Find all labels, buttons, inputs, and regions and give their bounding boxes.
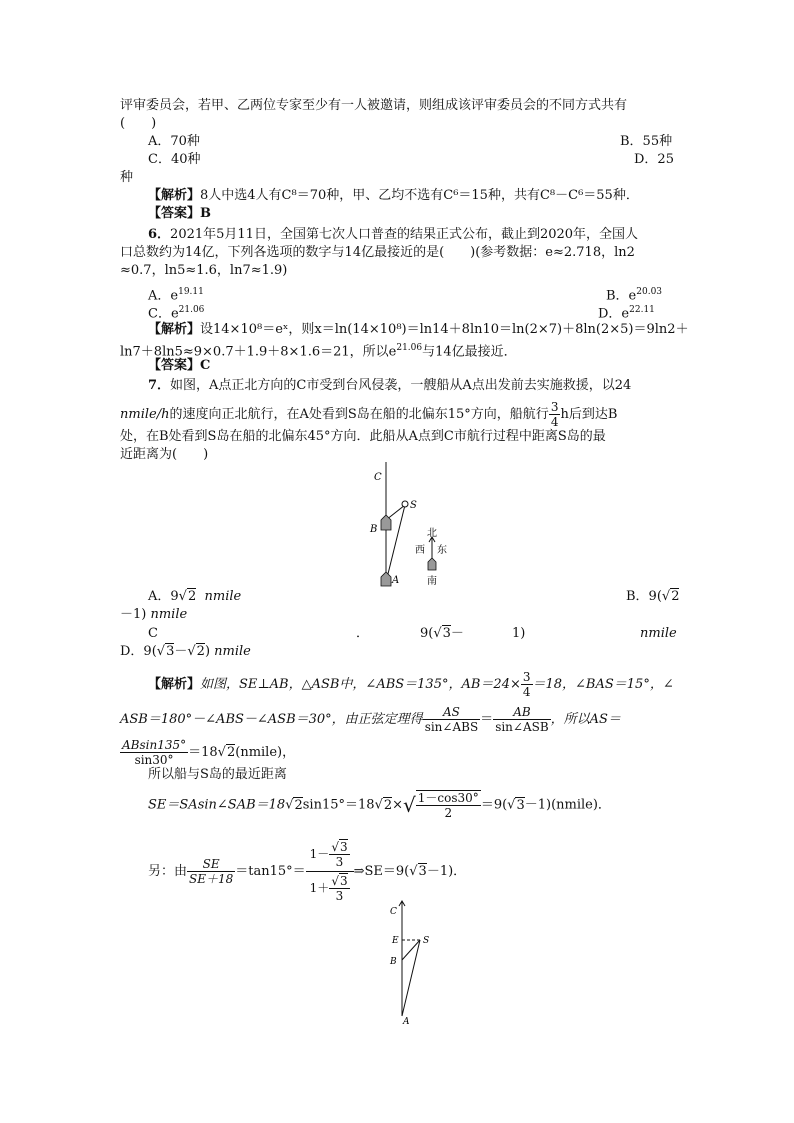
opt-c-unit: nmile bbox=[640, 626, 677, 641]
q7-text2c: h后到达B bbox=[560, 407, 618, 422]
opt-a-unit: nmile bbox=[204, 589, 242, 604]
frac-num: √3 bbox=[331, 840, 348, 854]
sqrt-sign: √ bbox=[374, 797, 383, 813]
frac-absin135 bbox=[120, 738, 188, 767]
analysis-text: 另：由 bbox=[148, 864, 188, 879]
sqrt-sign: √ bbox=[507, 797, 516, 813]
analysis-text: SE＝SAsin∠SAB＝18 bbox=[148, 797, 286, 813]
times: × bbox=[392, 797, 404, 813]
q7-option-b bbox=[626, 588, 679, 606]
line-as bbox=[402, 940, 420, 1016]
den-prefix: 1＋ bbox=[309, 881, 330, 895]
q7-analysis2 bbox=[120, 705, 621, 734]
q6-option-a-exp: 19.11 bbox=[178, 287, 204, 297]
answer-value: C bbox=[200, 358, 211, 373]
compass-south: 南 bbox=[427, 576, 437, 587]
frac-den: 2 bbox=[444, 806, 453, 820]
opt-b-pre: B．9( bbox=[626, 589, 662, 604]
label-s: S bbox=[423, 936, 430, 946]
sqrt-radicand: 2 bbox=[294, 797, 303, 813]
frac-den: sin∠ASB bbox=[495, 720, 549, 734]
frac-den: SE＋18 bbox=[189, 872, 234, 886]
frac-num: ABsin135° bbox=[122, 738, 187, 752]
analysis-label: 【解析】 bbox=[148, 188, 201, 203]
frac-num: 3 bbox=[522, 670, 531, 684]
analysis-text: 8人中选4人有C⁸＝70种，甲、乙均不选有C⁶＝15种，共有C⁸－C⁶＝55种． bbox=[200, 188, 639, 203]
frac-den: 4 bbox=[550, 415, 559, 429]
q6-text1: 2021年5月11日，全国第七次人口普查的结果正式公布，截止到2020年，全国人 bbox=[170, 227, 639, 242]
analysis-text: 如图，SE⊥AB，△ASB中，∠ABS＝135°，AB＝24× bbox=[200, 677, 521, 692]
q6-option-c bbox=[148, 301, 204, 323]
label-a: A bbox=[403, 1017, 410, 1025]
q7-line2 bbox=[120, 400, 617, 429]
analysis-text2: sin15°＝18 bbox=[302, 797, 375, 813]
frac-ab-sinasb bbox=[493, 705, 550, 734]
sqrt-sign: √ bbox=[178, 589, 187, 604]
analysis-exp: 21.06 bbox=[396, 343, 423, 353]
frac-num: AB bbox=[493, 705, 550, 720]
q6-line2: 口总数约为14亿，下列各选项的数字与14亿最接近的是( )(参考数据：e≈2.718，ln2 bbox=[120, 245, 635, 260]
q5-line1: 评审委员会，若甲、乙两位专家至少有一人被邀请，则组成该评审委员会的不同方式共有 bbox=[120, 98, 628, 113]
opt-d-mid: － bbox=[174, 644, 188, 659]
frac-den bbox=[306, 872, 354, 905]
frac-num bbox=[306, 838, 354, 872]
q7-option-b-cont bbox=[120, 606, 187, 624]
compass-ship bbox=[428, 558, 436, 570]
q6-number: 6． bbox=[148, 227, 171, 242]
q7-fraction bbox=[549, 400, 561, 429]
q6-option-a-base: A．e bbox=[148, 288, 179, 304]
sqrt-radicand: 2 bbox=[187, 589, 197, 604]
big-sqrt-sign: √ bbox=[403, 793, 416, 817]
frac-num: 3 bbox=[550, 400, 559, 414]
analysis-text4: －1)． bbox=[426, 864, 467, 879]
label-a: A bbox=[392, 575, 400, 586]
sqrt-radicand: 3 bbox=[516, 797, 525, 813]
analysis-text3: ⇒SE＝9( bbox=[353, 864, 410, 879]
q7-text1: 如图，A点正北方向的C市受到台风侵袭，一艘船从A点出发前去实施救援，以24 bbox=[170, 378, 632, 393]
s-island bbox=[402, 501, 408, 507]
q7-line4: 近距离为( ) bbox=[120, 447, 209, 462]
frac-den: 3 bbox=[335, 855, 344, 869]
sqrt-sign: √ bbox=[409, 864, 418, 879]
frac-den: sin30° bbox=[134, 753, 174, 767]
line-as bbox=[386, 505, 405, 582]
frac-sqrt3-3-num bbox=[329, 840, 349, 869]
figure-2 bbox=[386, 900, 446, 1025]
q7-line1 bbox=[148, 377, 631, 395]
q5-analysis bbox=[148, 187, 639, 205]
num-prefix: 1－ bbox=[309, 847, 330, 861]
frac-num: √3 bbox=[331, 874, 348, 888]
q6-analysis1 bbox=[148, 321, 689, 339]
q5-option-b: B．55种 bbox=[620, 134, 673, 149]
label-c: C bbox=[374, 472, 382, 483]
q5-option-c: C．40种 bbox=[148, 152, 201, 167]
equals: ＝ bbox=[480, 712, 494, 727]
q7-option-c-value bbox=[420, 625, 464, 643]
sqrt-radicand: 3 bbox=[166, 644, 175, 659]
q6-option-b-base: B．e bbox=[606, 288, 637, 304]
q6-line3: ≈0.7，ln5≈1.6，ln7≈1.9) bbox=[120, 263, 288, 278]
frac-num: SE bbox=[187, 857, 235, 872]
sqrt-sign: √ bbox=[187, 644, 196, 659]
sqrt-sign: √ bbox=[661, 589, 671, 604]
q6-answer bbox=[148, 357, 210, 375]
q6-line1 bbox=[148, 226, 638, 244]
opt-c-minus: － bbox=[450, 626, 464, 641]
compass-west: 西 bbox=[415, 545, 425, 556]
compass-north: 北 bbox=[427, 528, 437, 539]
q7-line3: 处，在B处看到S岛在船的北偏东45°方向．此船从A点到C市航行过程中距离S岛的最 bbox=[120, 429, 606, 444]
frac-den: sin∠ABS bbox=[424, 720, 479, 734]
sqrt-radicand: 3 bbox=[339, 840, 348, 854]
frac-as-sinabs bbox=[423, 705, 480, 734]
opt-d-pre: D．9( bbox=[120, 644, 157, 659]
sqrt-sign: √ bbox=[217, 745, 226, 760]
label-e: E bbox=[392, 936, 399, 946]
sqrt-radicand: 2 bbox=[383, 797, 393, 813]
answer-value: B bbox=[200, 206, 212, 221]
q5-answer bbox=[148, 205, 211, 223]
q6-option-d bbox=[598, 301, 655, 323]
analysis-text: ASB＝180°－∠ABS－∠ASB＝30°，由正弦定理得 bbox=[120, 712, 423, 727]
q5-option-a: A．70种 bbox=[148, 134, 200, 149]
opt-a-pre: A．9 bbox=[148, 589, 179, 604]
label-b: B bbox=[390, 957, 397, 967]
label-s: S bbox=[410, 500, 417, 511]
label-b: B bbox=[370, 524, 378, 535]
q5-option-d-cont: 种 bbox=[120, 170, 134, 185]
analysis-text2: ＝18，∠BAS＝15°，∠ bbox=[532, 677, 674, 692]
sqrt-radicand: 3 bbox=[418, 864, 427, 879]
answer-label: 【答案】 bbox=[148, 358, 201, 373]
sqrt-radicand: 2 bbox=[226, 745, 236, 760]
opt-c-pre: 9( bbox=[420, 626, 434, 641]
analysis-text-end: 与14亿最接近． bbox=[422, 344, 517, 360]
analysis-text: ＝18 bbox=[188, 745, 218, 760]
q7-analysis3 bbox=[120, 738, 295, 767]
frac-sqrt3-3-den bbox=[329, 874, 349, 903]
sqrt-sign: √ bbox=[433, 626, 442, 641]
q7-option-d bbox=[120, 643, 251, 661]
q6-option-d-base: D．e bbox=[598, 306, 630, 322]
analysis-frac bbox=[521, 670, 533, 699]
q7-number: 7． bbox=[148, 378, 171, 393]
analysis-text2: ＝tan15°＝ bbox=[235, 864, 306, 879]
analysis-label: 【解析】 bbox=[148, 677, 201, 692]
analysis-text: ln7＋8ln5≈9×0.7＋1.9＋8×1.6＝21，所以e bbox=[120, 344, 397, 360]
frac-num: AS bbox=[423, 705, 480, 720]
q6-option-b-exp: 20.03 bbox=[636, 287, 663, 297]
q7-analysis4: 所以船与S岛的最近距离 bbox=[148, 767, 287, 782]
answer-label: 【答案】 bbox=[148, 206, 201, 221]
ship-a bbox=[381, 572, 391, 586]
q5-line2: ( ) bbox=[120, 116, 157, 131]
figure-1 bbox=[360, 462, 470, 592]
frac-cos30 bbox=[416, 790, 481, 820]
sqrt-sign: √ bbox=[285, 797, 294, 813]
frac-den: 3 bbox=[335, 889, 344, 903]
analysis-text4: －1)(nmile)． bbox=[524, 797, 611, 813]
opt-b-unit: nmile bbox=[150, 607, 188, 622]
q7-unit: nmile/h bbox=[120, 407, 170, 422]
q6-option-c-base: C．e bbox=[148, 306, 179, 322]
q7-option-c-dot: ． bbox=[356, 626, 370, 641]
q7-option-c-one: 1) bbox=[512, 626, 526, 641]
q7-text2: 的速度向正北航行，在A处看到S岛在船的北偏东15°方向，船航行 bbox=[169, 407, 549, 422]
analysis-text3: ＝9( bbox=[480, 797, 508, 813]
analysis-text2: ，所以AS＝ bbox=[550, 712, 621, 727]
analysis-text: 设14×10⁸＝eˣ，则x＝ln(14×10⁸)＝ln14＋8ln10＝ln(2×7)＋8ln(2×5)＝9ln2＋ bbox=[200, 322, 689, 337]
compass-east: 东 bbox=[437, 545, 447, 556]
q5-option-d: D．25 bbox=[634, 152, 674, 167]
q7-option-c-letter: C bbox=[148, 626, 158, 641]
q7-analysis5 bbox=[148, 790, 611, 820]
sqrt-radicand: 2 bbox=[196, 644, 205, 659]
q6-option-c-exp: 21.06 bbox=[178, 305, 205, 315]
sqrt-radicand: 3 bbox=[339, 874, 348, 888]
q7-option-c-unit bbox=[640, 625, 677, 643]
sqrt-sign: √ bbox=[156, 644, 166, 659]
analysis-text2: (nmile)， bbox=[235, 745, 296, 760]
frac-den: 4 bbox=[522, 685, 531, 699]
sqrt-radicand: 3 bbox=[442, 626, 451, 641]
analysis-label: 【解析】 bbox=[148, 322, 201, 337]
q7-analysis6 bbox=[148, 838, 466, 905]
opt-b-cont: －1) bbox=[120, 607, 147, 622]
frac-num: 1－cos30° bbox=[417, 791, 479, 805]
q6-option-d-exp: 22.11 bbox=[629, 305, 655, 315]
sqrt-radicand: 2 bbox=[671, 589, 680, 604]
frac-tan15 bbox=[306, 838, 354, 905]
frac-se bbox=[187, 857, 235, 886]
q7-analysis1 bbox=[148, 670, 674, 699]
label-c: C bbox=[390, 907, 397, 917]
opt-d-close: ) bbox=[204, 644, 211, 659]
q7-option-a bbox=[148, 588, 241, 606]
opt-d-unit: nmile bbox=[214, 644, 251, 659]
